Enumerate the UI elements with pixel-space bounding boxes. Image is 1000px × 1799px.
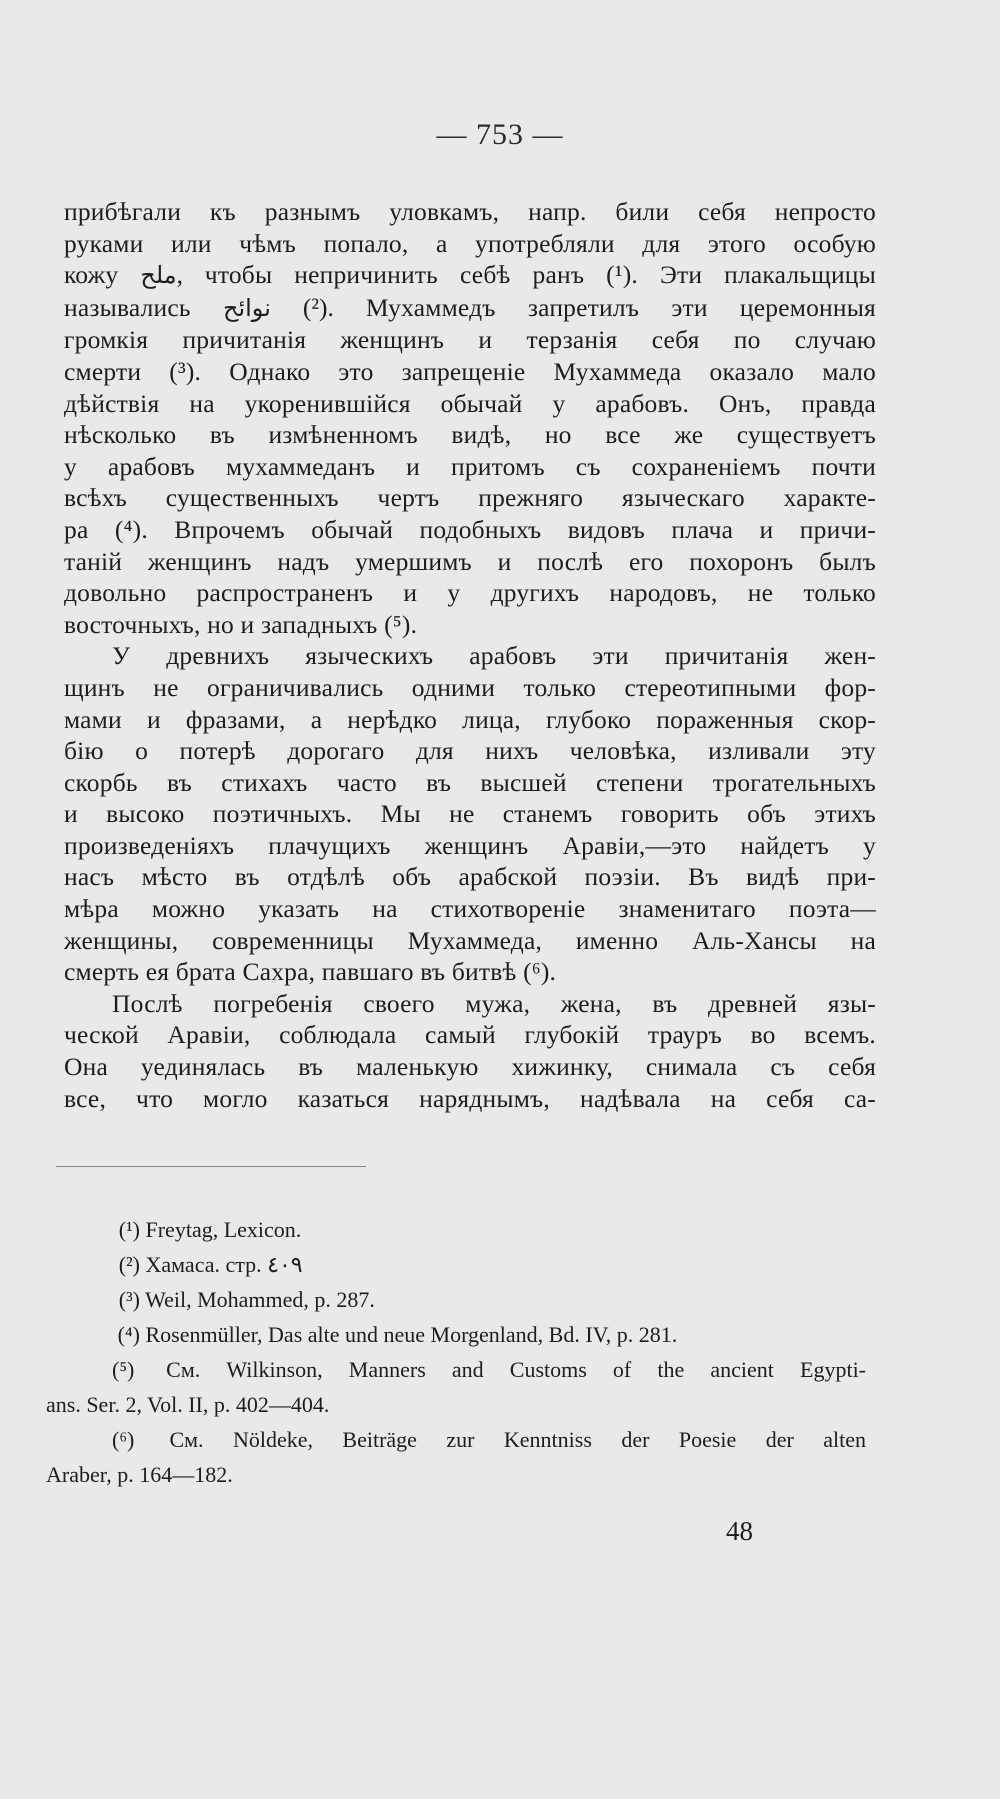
text-line: всѣхъ существенныхъ чертъ прежняго языческаго характе- xyxy=(64,483,876,513)
footnote-3 xyxy=(46,1282,866,1317)
text-line: скорбь въ стихахъ часто въ высшей степени трогательныхъ xyxy=(64,767,876,797)
footnote-4 xyxy=(46,1317,866,1352)
text-line: ра (⁴). Впрочемъ обычай подобныхъ видовъ плача и причи- xyxy=(64,514,876,544)
footnote-6 xyxy=(46,1422,866,1457)
text-line: у арабовъ мухаммеданъ и притомъ съ сохраненіемъ почти xyxy=(64,451,876,481)
text-line: нѣсколько въ измѣненномъ видѣ, но все же существуетъ xyxy=(64,420,876,450)
text-line: ческой Аравіи, соблюдала самый глубокій трауръ во всемъ. xyxy=(64,1020,876,1050)
paragraph-1 xyxy=(64,196,876,640)
main-text xyxy=(64,196,876,1114)
footnote-5-continued: ans. Ser. 2, Vol. II, p. 402—404. xyxy=(46,1392,330,1417)
footnote-text: Weil, Mohammed, p. 287. xyxy=(145,1287,375,1312)
text-span: кожу xyxy=(64,260,119,290)
footnote-5 xyxy=(46,1352,866,1387)
footnote-divider xyxy=(56,1166,366,1167)
text-line: таній женщинъ надъ умершимъ и послѣ его похоронъ былъ xyxy=(64,546,876,576)
text-line: произведеніяхъ плачущихъ женщинъ Аравіи,—это найдетъ у xyxy=(64,830,876,860)
footnote-text: См. Nöldeke, Beiträge zur Kenntniss der Poesie der alten xyxy=(169,1427,867,1452)
footnote-text: Хамаса. стр. ٤٠٩ xyxy=(145,1252,303,1277)
footnote-text: Rosenmüller, Das alte und neue Morgenland, Bd. IV, p. 281. xyxy=(145,1322,678,1347)
text-line xyxy=(64,259,876,292)
text-line: руками или чѣмъ попало, а употребляли для этого особую xyxy=(64,228,876,258)
paragraph-2 xyxy=(64,640,876,988)
footnote-number: (¹) xyxy=(118,1217,140,1242)
text-line: Послѣ погребенія своего мужа, жена, въ древней язы- xyxy=(112,988,876,1018)
footnote-number: (⁴) xyxy=(117,1322,140,1347)
footnote-number: (⁵) xyxy=(112,1357,135,1382)
text-line: дѣйствія на укоренившійся обычай у арабовъ. Онъ, правда xyxy=(64,388,876,418)
text-line: бію о потерѣ дорогаго для нихъ человѣка, изливали эту xyxy=(64,736,876,766)
text-line xyxy=(64,292,876,325)
text-line: прибѣгали къ разнымъ уловкамъ, напр. били себя непросто xyxy=(64,197,876,226)
footnote-1 xyxy=(46,1212,866,1247)
signature-number: 48 xyxy=(726,1516,753,1546)
text-line: мами и фразами, а нерѣдко лица, глубоко пораженныя скор- xyxy=(64,704,876,734)
footnote-6-continued: Araber, p. 164—182. xyxy=(46,1462,233,1487)
text-span: , чтобы непричинить себѣ ранъ (¹). Эти плакальщицы xyxy=(176,260,876,290)
arabic-word: ملح xyxy=(140,261,177,290)
text-line: У древнихъ языческихъ арабовъ эти причитанія жен- xyxy=(112,641,876,671)
text-line: смерть ея брата Сахра, павшаго въ битвѣ (⁶). xyxy=(64,957,557,987)
text-line: мѣра можно указать на стихотвореніе знаменитаго поэта— xyxy=(64,894,876,924)
text-line: восточныхъ, но и западныхъ (⁵). xyxy=(64,609,418,639)
arabic-word: نوائح xyxy=(222,293,271,322)
text-line: Она уединялась въ маленькую хижинку, снимала съ себя xyxy=(64,1052,876,1082)
footnote-number: (³) xyxy=(118,1287,140,1312)
text-span: назывались xyxy=(64,292,191,322)
footnote-text: См. Wilkinson, Manners and Customs of the ancient Egypti- xyxy=(166,1357,867,1382)
footnote-number: (²) xyxy=(118,1252,140,1277)
text-span: (²). Мухаммедъ запретилъ эти церемонныя xyxy=(302,292,876,322)
text-line: смерти (³). Однако это запрещеніе Мухаммеда оказало мало xyxy=(64,356,876,386)
text-line: щинъ не ограничивались одними только стереотипными фор- xyxy=(64,672,876,702)
text-line: женщины, современницы Мухаммеда, именно Аль-Хансы на xyxy=(64,925,876,955)
text-line: насъ мѣсто въ отдѣлѣ объ арабской поэзіи. Въ видѣ при- xyxy=(64,862,876,892)
page-header-number: — 753 — xyxy=(436,118,564,151)
footnote-text: Freytag, Lexicon. xyxy=(145,1217,302,1242)
paragraph-3 xyxy=(64,988,876,1114)
footnotes xyxy=(46,1212,866,1492)
text-line: довольно распространенъ и у другихъ народовъ, не только xyxy=(64,578,876,608)
footnote-2 xyxy=(46,1247,866,1282)
text-line: громкія причитанія женщинъ и терзанія себя по случаю xyxy=(64,325,876,355)
footnote-number: (⁶) xyxy=(112,1427,135,1452)
text-line: все, что могло казаться наряднымъ, надѣвала на себя са- xyxy=(64,1083,876,1113)
text-line: и высоко поэтичныхъ. Мы не станемъ говорить объ этихъ xyxy=(64,799,876,829)
